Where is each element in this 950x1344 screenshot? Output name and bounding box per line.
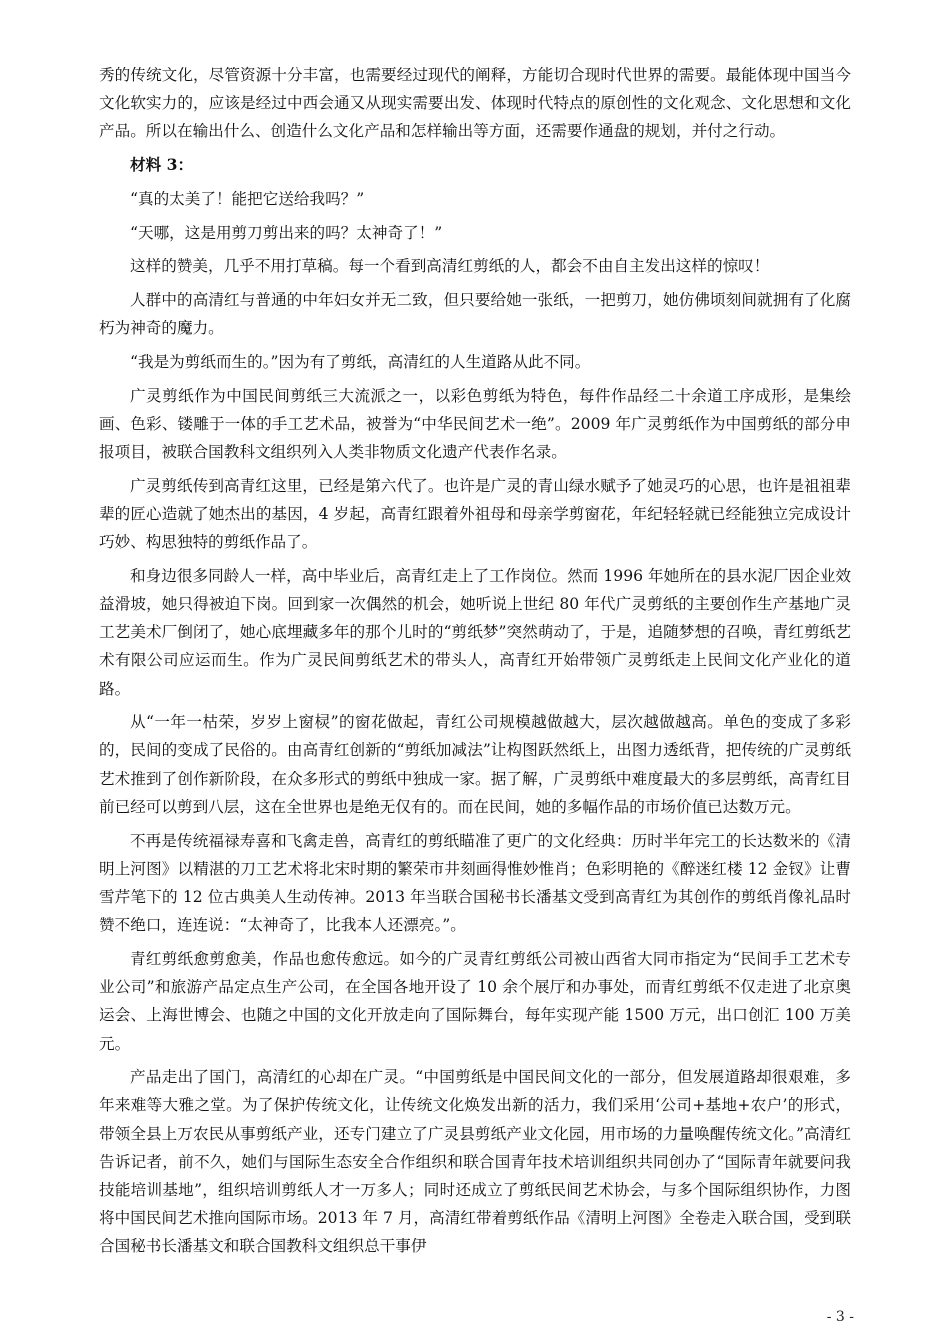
paragraph-continued: 秀的传统文化，尽管资源十分丰富，也需要经过现代的阐释，方能切合现时代世界的需要。最能体现中国当今文化软实力的，应该是经过中西会通又从现实需要出发、体现时代特点的原创性的文化观念、文化思想和文化产品。所以在输出什么、创造什么文化产品和怎样输出等方面，还需要作通盘的规划，并付之行动。 (99, 66, 851, 141)
paragraph: 广灵剪纸作为中国民间剪纸三大流派之一，以彩色剪纸为特色，每件作品经二十余道工序成形，是集绘画、色彩、镂雕于一体的手工艺术品，被誉为“中华民间艺术一绝”。2009 年广灵剪纸作为中国剪纸的部分申报项目，被联合国教科文组织列入人类非物质文化遗产代表作名录。 (99, 386, 851, 461)
paragraph: 青红剪纸愈剪愈美，作品也愈传愈远。如今的广灵青红剪纸公司被山西省大同市指定为“民间手工艺术专业公司”和旅游产品定点生产公司，在全国各地开设了 10 余个展厅和办事处，而青红剪纸不仅走进了北京奥运会、上海世博会、也随之中国的文化开放走向了国际舞台，每年实现产能 1500 万元，出口创汇 100 万美元。 (99, 949, 851, 1053)
paragraph: 产品走出了国门，高清红的心却在广灵。“中国剪纸是中国民间文化的一部分，但发展道路却很艰难，多年来难等大雅之堂。为了保护传统文化，让传统文化焕发出新的活力，我们采用‘公司+基地+农户’的形式，带领全县上万农民从事剪纸产业，还专门建立了广灵县剪纸产业文化园，用市场的力量唤醒传统文化。”高清红告诉记者，前不久，她们与国际生态安全合作组织和联合国青年技术培训组织共同创办了“国际青年就要问我技能培训基地”，组织培训剪纸人才一万多人；同时还成立了剪纸民间艺术协会，与多个国际组织协作，力图将中国民间艺术推向国际市场。2013 年 7 月，高清红带着剪纸作品《清明上河图》全卷走入联合国，受到联合国秘书长潘基文和联合国教科文组织总干事伊 (99, 1068, 851, 1256)
page-number: - 3 - (826, 1309, 854, 1325)
quote-paragraph: “天哪，这是用剪刀剪出来的吗？太神奇了！” (130, 223, 443, 242)
paragraph: 从“一年一枯荣，岁岁上窗棂”的窗花做起，青红公司规模越做越大，层次越做越高。单色的变成了多彩的，民间的变成了民俗的。由高青红创新的“剪纸加减法”让构图跃然纸上，出图力透纸背，把传统的广灵剪纸艺术推到了创作新阶段，在众多形式的剪纸中独成一家。据了解，广灵剪纸中难度最大的多层剪纸，高青红目前已经可以剪到八层，这在全世界也是绝无仅有的。而在民间，她的多幅作品的市场价值已达数万元。 (99, 713, 851, 816)
paragraph: “我是为剪纸而生的。”因为有了剪纸，高清红的人生道路从此不同。 (130, 352, 591, 371)
body-text (99, 61, 851, 1266)
paragraph: 和身边很多同龄人一样，高中毕业后，高青红走上了工作岗位。然而 1996 年她所在的县水泥厂因企业效益滑坡，她只得被迫下岗。回到家一次偶然的机会，她听说上世纪 80 年代广灵剪纸的主要创作生产基地广灵工艺美术厂倒闭了，她心底埋藏多年的那个儿时的“剪纸梦”突然萌动了，于是，追随梦想的召唤，青红剪纸艺术有限公司应运而生。作为广灵民间剪纸艺术的带头人，高青红开始带领广灵剪纸走上民间文化产业化的道路。 (99, 566, 851, 698)
quote-paragraph: “真的太美了！能把它送给我吗？” (130, 189, 365, 208)
section-heading-material-3: 材料 3： (130, 155, 194, 175)
paragraph: 广灵剪纸传到高青红这里，已经是第六代了。也许是广灵的青山绿水赋予了她灵巧的心思，也许是祖祖辈辈的匠心造就了她杰出的基因，4 岁起，高青红跟着外祖母和母亲学剪窗花，年纪轻轻就已经能独立完成设计巧妙、构思独特的剪纸作品了。 (99, 476, 851, 552)
paragraph: 这样的赞美，几乎不用打草稿。每一个看到高清红剪纸的人，都会不由自主发出这样的惊叹！ (130, 257, 770, 276)
paragraph: 人群中的高清红与普通的中年妇女并无二致，但只要给她一张纸，一把剪刀，她仿佛顷刻间就拥有了化腐朽为神奇的魔力。 (99, 290, 851, 338)
paragraph: 不再是传统福禄寿喜和飞禽走兽，高青红的剪纸瞄准了更广的文化经典：历时半年完工的长达数米的《清明上河图》以精湛的刀工艺术将北宋时期的繁荣市井刻画得惟妙惟肖；色彩明艳的《醉迷红楼 12 金钗》让曹雪芹笔下的 12 位古典美人生动传神。2013 年当联合国秘书长潘基文受到高青红为其创作的剪纸肖像礼品时赞不绝口，连连说：“太神奇了，比我本人还漂亮。”。 (99, 831, 851, 935)
